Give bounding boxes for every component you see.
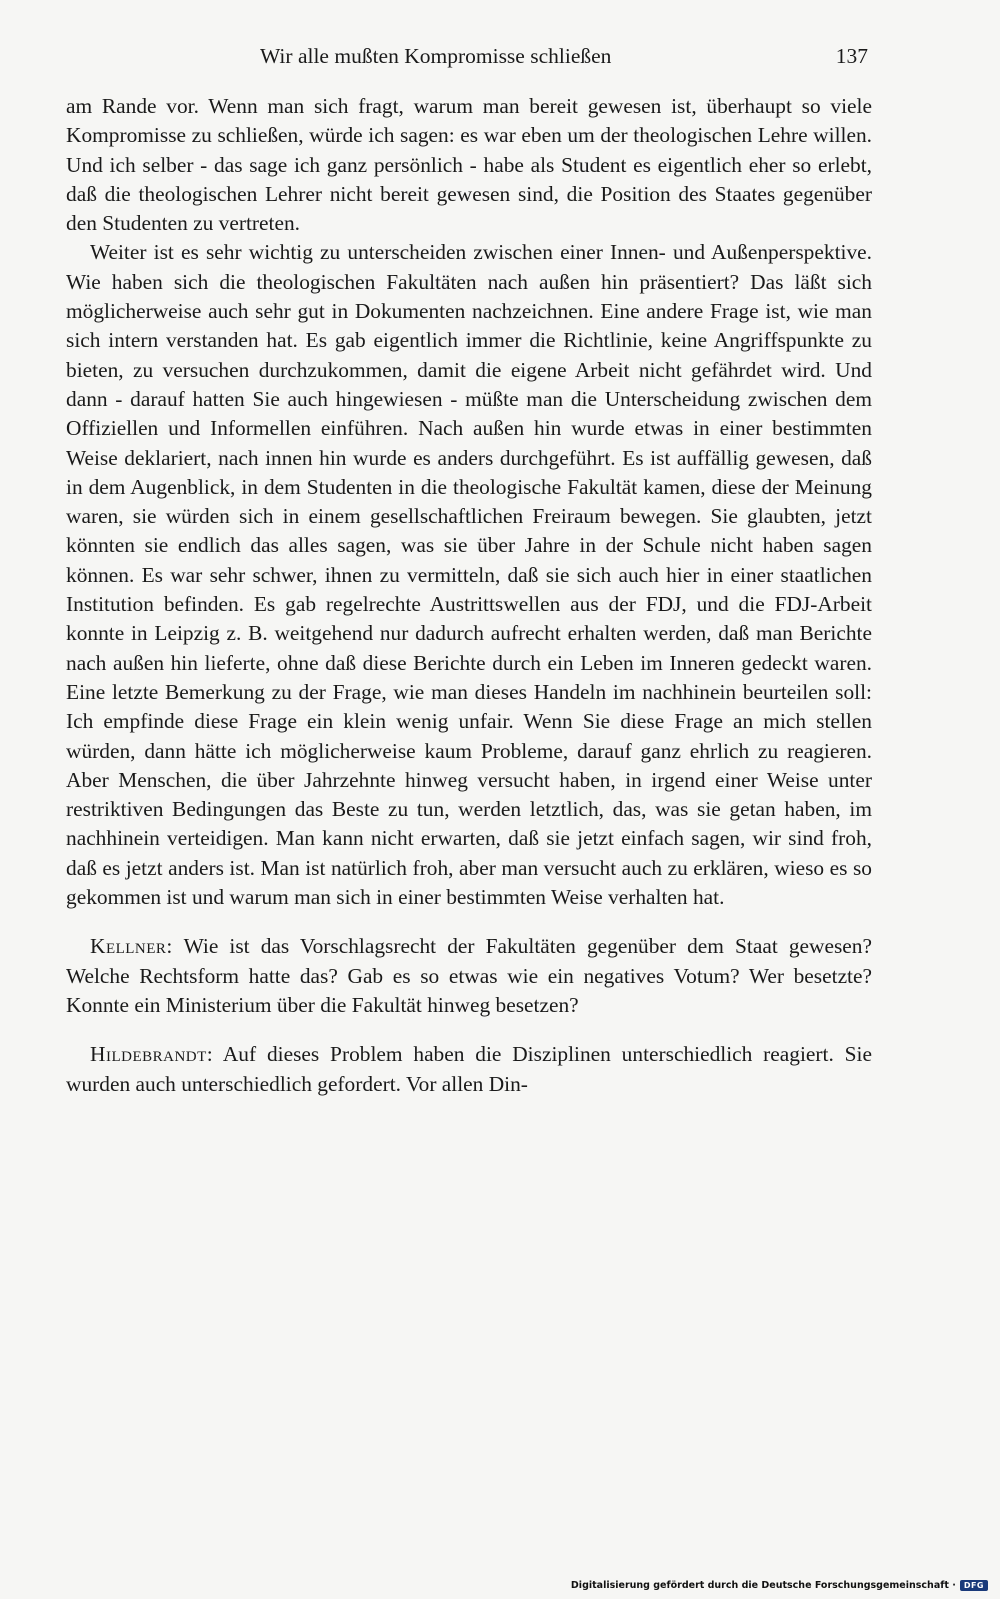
speech-hildebrandt <box>66 1040 872 1099</box>
dfg-logo: DFG <box>960 1580 988 1591</box>
page-number: 137 <box>835 44 868 68</box>
speaker-name: Kellner: <box>90 934 173 959</box>
paragraph: am Rande vor. Wenn man sich fragt, warum man bereit gewesen ist, überhaupt so viele Kompromisse zu schließen, würde ich sagen: es war eben um der theologischen Lehre willen. Und ich selber - das sage ich ganz persönlich - habe als Student es eigentlich eher so erlebt, daß die theologischen Lehrer nicht bereit gewesen sind, die Position des Staates gegenüber den Studenten zu vertreten. <box>66 94 872 236</box>
body-text <box>66 92 872 1099</box>
speech-text: Wie ist das Vorschlagsrecht der Fakultäten gegenüber dem Staat gewesen? Welche Rechtsform hatte das? Gab es so etwas wie ein negatives Votum? Wer besetzte? Konnte ein Ministerium über die Fakultät hinweg besetzen? <box>66 934 872 1017</box>
speech-text: Auf dieses Problem haben die Disziplinen unterschiedlich reagiert. Sie wurden auch unterschiedlich gefordert. Vor allen Din- <box>66 1042 872 1096</box>
page-header <box>66 44 868 74</box>
paragraph: Weiter ist es sehr wichtig zu unterscheiden zwischen einer Innen- und Außenperspektive. Wie haben sich die theologischen Fakultäten nach außen hin präsentiert? Das läßt sich möglicherweise auch sehr gut in Dokumenten nachzeichnen. Eine andere Frage ist, wie man sich intern verstanden hat. Es gab eigentlich immer die Richtlinie, keine Angriffspunkte zu bieten, zu versuchen durchzukommen, damit die eigene Arbeit nicht gefährdet wird. Und dann - darauf hatten Sie auch hingewiesen - müßte man die Unterscheidung zwischen dem Offiziellen und Informellen einführen. Nach außen hin wurde etwas in einer bestimmten Weise deklariert, nach innen hin wurde es anders durchgeführt. Es ist auffällig gewesen, daß in dem Augenblick, in dem Studenten in die theologische Fakultät kamen, diese der Meinung waren, sie würden sich in einem gesellschaftlichen Freiraum bewegen. Sie glaubten, jetzt könnten sie endlich das alles sagen, was sie über Jahre in der Schule nicht haben sagen können. Es war sehr schwer, ihnen zu vermitteln, daß sie sich auch hier in einer staatlichen Institution befinden. Es gab regelrechte Austrittswellen aus der FDJ, und die FDJ-Arbeit konnte in Leipzig z. B. weitgehend nur dadurch aufrecht erhalten werden, daß man Berichte nach außen hin lieferte, ohne daß diese Berichte durch ein Leben im Inneren gedeckt waren. Eine letzte Bemerkung zu der Frage, wie man dieses Handeln im nachhinein beurteilen soll: Ich empfinde diese Frage ein klein wenig unfair. Wenn Sie diese Frage an mich stellen würden, dann hätte ich möglicherweise kaum Probleme, darauf ganz ehrlich zu reagieren. Aber Menschen, die über Jahrzehnte hinweg versucht haben, in irgend einer Weise unter restriktiven Bedingungen das Beste zu tun, werden letztlich, das, was sie getan haben, im nachhinein verteidigen. Man kann nicht erwarten, daß sie jetzt einfach sagen, wir sind froh, daß es jetzt anders ist. Man ist natürlich froh, aber man versucht auch zu erklären, wieso es so gekommen ist und warum man sich in einer bestimmten Weise verhalten hat. <box>66 240 872 910</box>
running-title: Wir alle mußten Kompromisse schließen <box>260 44 612 68</box>
digitization-notice <box>571 1580 988 1591</box>
speech-kellner <box>66 932 872 1020</box>
digitization-notice-text: Digitalisierung gefördert durch die Deutsche Forschungsgemeinschaft · <box>570 1580 956 1591</box>
speaker-name: Hildebrandt: <box>90 1042 214 1067</box>
